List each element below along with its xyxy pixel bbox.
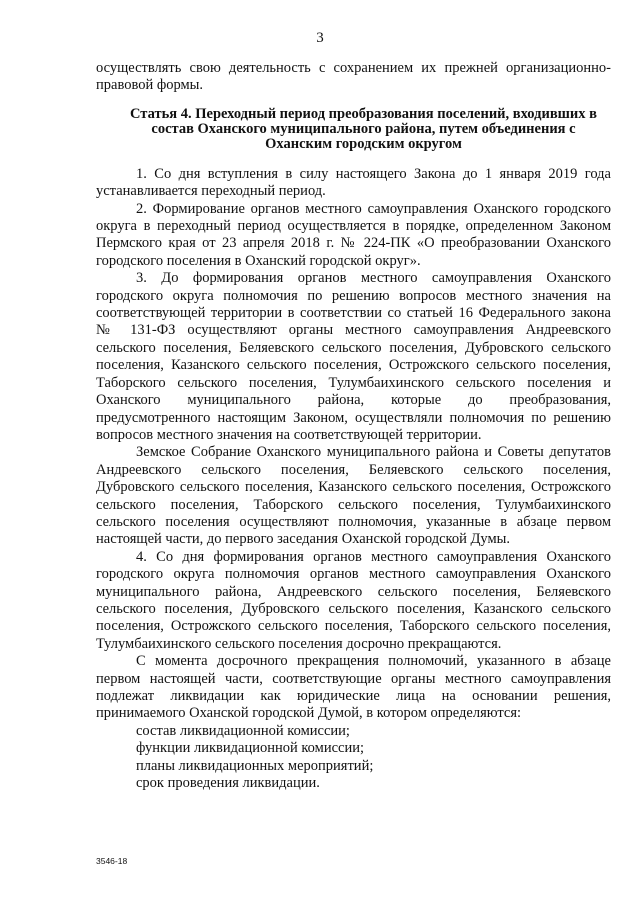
paragraph-1: 1. Со дня вступления в силу настоящего Закона до 1 января 2019 года устанавливается переходный период. <box>96 165 611 200</box>
list-item: планы ликвидационных мероприятий; <box>136 757 374 774</box>
paragraph-4-continued: С момента досрочного прекращения полномочий, указанного в абзаце первом настоящей части, соответствующие органы местного самоуправления подлежат ликвидации как юридические лица на основании решения, принимаемого Оханской городской Думой, в котором определяются: <box>96 653 611 722</box>
list-item: функции ликвидационной комиссии; <box>136 740 365 757</box>
paragraph-2: 2. Формирование органов местного самоуправления Оханского городского округа в переходный период осуществляется в порядке, определенном Законом Пермского края от 23 апреля 2018 г. № 224-ПК «О преобразовании Оханского городского поселения в Оханский городской округ». <box>96 200 611 269</box>
document-code: 3546-18 <box>96 856 128 866</box>
list-item: состав ликвидационной комиссии; <box>136 722 350 739</box>
paragraph-3: 3. До формирования органов местного самоуправления Оханского городского округа полномочия по решению вопросов местного значения на соответствующей территории в соответствии со статьей 16 Федерального закона № 131-ФЗ осуществляют органы местного самоуправления Андреевского сельского поселения, Беляевского сельского поселения, Дубровского сельского поселения, Казанского сельского поселения, Острожского сельского поселения, Таборского сельского поселения, Тулумбаихинского сельского поселения и Оханского муниципального района, которые до преобразования, предусмотренного настоящим Законом, осуществляли полномочия по решению вопросов местного значения на соответствующей территории. <box>96 270 611 443</box>
article-heading: Статья 4. Переходный период преобразования поселений, входивших в состав Оханского муниципального района, путем объединения с Оханским городским округом <box>130 105 597 152</box>
intro-paragraph: осуществлять свою деятельность с сохранением их прежней организационно-правовой формы. <box>96 60 611 94</box>
paragraph-3-continued: Земское Собрание Оханского муниципального района и Советы депутатов Андреевского сельского поселения, Беляевского сельского поселения, Дубровского сельского поселения, Казанского сельского поселения, Острожского сельского поселения, Таборского сельского поселения, Тулумбаихинского сельского поселения осуществляют полномочия, указанные в абзаце первом настоящей части, до первого заседания Оханской городской Думы. <box>96 444 611 548</box>
paragraph-4: 4. Со дня формирования органов местного самоуправления Оханского городского округа полномочия органов местного самоуправления Оханского муниципального района, Андреевского сельского поселения, Беляевского сельского поселения, Дубровского сельского поселения, Казанского сельского поселения, Острожского сельского поселения, Таборского сельского поселения, Тулумбаихинского сельского поселения досрочно прекращаются. <box>96 548 611 652</box>
page-number: 3 <box>316 30 324 46</box>
document-body <box>96 60 611 792</box>
list-item: срок проведения ликвидации. <box>136 775 320 792</box>
